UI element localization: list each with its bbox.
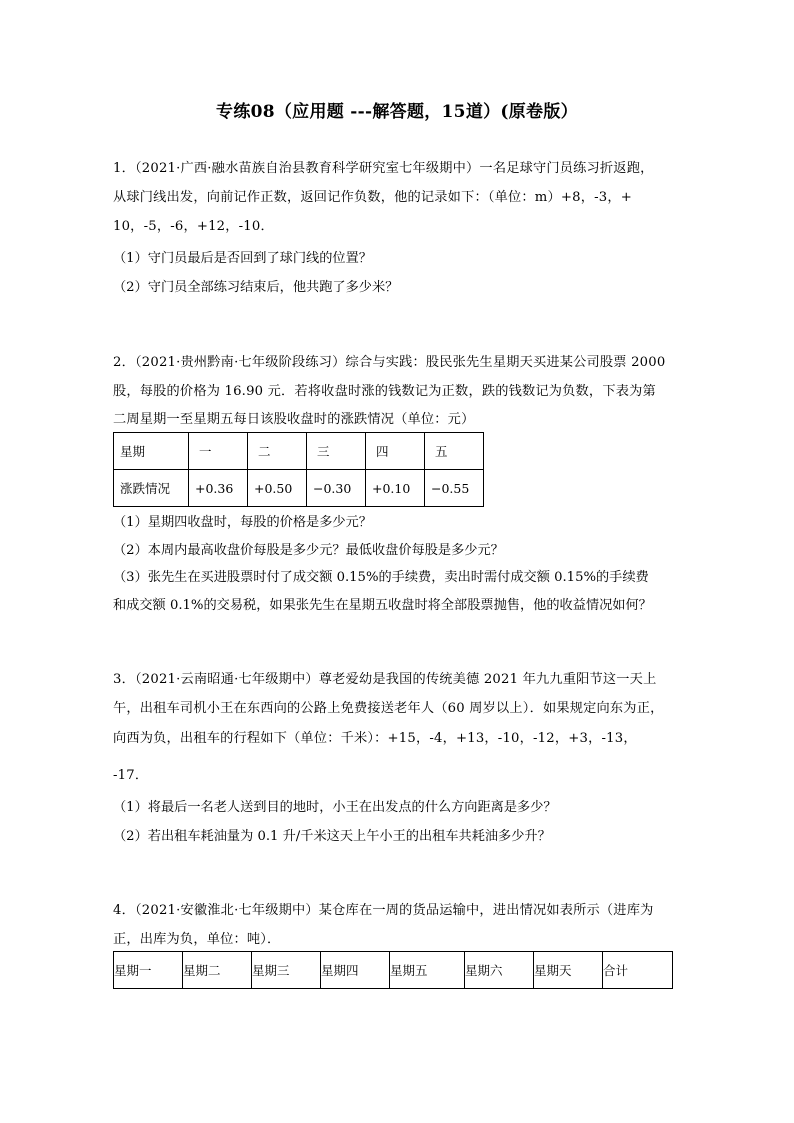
table-cell: +0.10 (366, 470, 425, 507)
q3-line-1: 3．（2021·云南昭通·七年级期中）尊老爱幼是我国的传统美德 2021 年九九重阳节这一天上 (113, 672, 657, 687)
table-cell: 涨跌情况 (114, 470, 189, 507)
q1-sub-1: （1）守门员最后是否回到了球门线的位置？ (113, 251, 372, 266)
q3-line-2: 午，出租车司机小王在东西向的公路上免费接送老年人（60 周岁以上）．如果规定向东为正， (113, 701, 664, 716)
table-cell: 一 (189, 433, 248, 470)
table-cell: 四 (366, 433, 425, 470)
table-cell: 三 (307, 433, 366, 470)
q3-sub-2: （2）若出租车耗油量为 0.1 升/千米这天上午小王的出租车共耗油多少升？ (113, 829, 551, 844)
q3-line-4: -17． (113, 768, 149, 783)
table-cell: 星期四 (321, 952, 390, 989)
table-cell: −0.55 (425, 470, 484, 507)
table-cell: −0.30 (307, 470, 366, 507)
q2-line-3: 二周星期一至星期五每日该股收盘时的涨跌情况（单位：元） (113, 412, 475, 427)
table-cell: +0.36 (189, 470, 248, 507)
table-cell: 合计 (603, 952, 673, 989)
q1-line-1: 1．（2021·广西·融水苗族自治县教育科学研究室七年级期中）一名足球守门员练习折返跑， (113, 161, 654, 176)
q2-line-1: 2．（2021·贵州黔南·七年级阶段练习）综合与实践：股民张先生星期天买进某公司股票 2000 (113, 355, 666, 370)
q1-line-2: 从球门线出发，向前记作正数，返回记作负数，他的记录如下：（单位：m）+8，-3，+ (113, 190, 632, 205)
page-title: 专练08（应用题 ---解答题，15道）(原卷版） (216, 102, 578, 122)
table-cell: +0.50 (248, 470, 307, 507)
q2-sub-3a: （3）张先生在买进股票时付了成交额 0.15%的手续费，卖出时需付成交额 0.15%的手续费 (113, 570, 649, 585)
table-cell: 五 (425, 433, 484, 470)
table-cell: 星期 (114, 433, 189, 470)
q4-line-1: 4．（2021·安徽淮北·七年级期中）某仓库在一周的货品运输中，进出情况如表所示（进库为 (113, 903, 654, 918)
q1-line-3: 10，-5，-6，+12，-10． (113, 219, 274, 234)
q2-sub-1: （1）星期四收盘时，每股的价格是多少元？ (113, 515, 372, 530)
table-cell: 星期三 (252, 952, 321, 989)
q4-line-2: 正，出库为负，单位：吨）． (113, 932, 281, 947)
table-row (114, 433, 484, 470)
table-cell: 星期六 (465, 952, 534, 989)
table-cell: 二 (248, 433, 307, 470)
table-row (114, 470, 484, 507)
table-cell: 星期二 (183, 952, 252, 989)
table-cell: 星期五 (390, 952, 465, 989)
q2-sub-3b: 和成交额 0.1%的交易税，如果张先生在星期五收盘时将全部股票抛售，他的收益情况如何？ (113, 598, 652, 613)
warehouse-table (113, 951, 673, 989)
table-row (114, 952, 673, 989)
q2-sub-2: （2）本周内最高收盘价每股是多少元？最低收盘价每股是多少元？ (113, 543, 504, 558)
q3-line-3: 向西为负，出租车的行程如下（单位：千米）：+15，-4，+13，-10，-12，+3，-13， (113, 731, 637, 746)
stock-change-table (113, 432, 484, 507)
table-cell: 星期天 (534, 952, 603, 989)
table-cell: 星期一 (114, 952, 183, 989)
q2-line-2: 股，每股的价格为 16.90 元．若将收盘时涨的钱数记为正数，跌的钱数记为负数，下表为第 (113, 384, 656, 399)
q1-sub-2: （2）守门员全部练习结束后，他共跑了多少米？ (113, 280, 399, 295)
q3-sub-1: （1）将最后一名老人送到目的地时，小王在出发点的什么方向距离是多少？ (113, 800, 557, 815)
